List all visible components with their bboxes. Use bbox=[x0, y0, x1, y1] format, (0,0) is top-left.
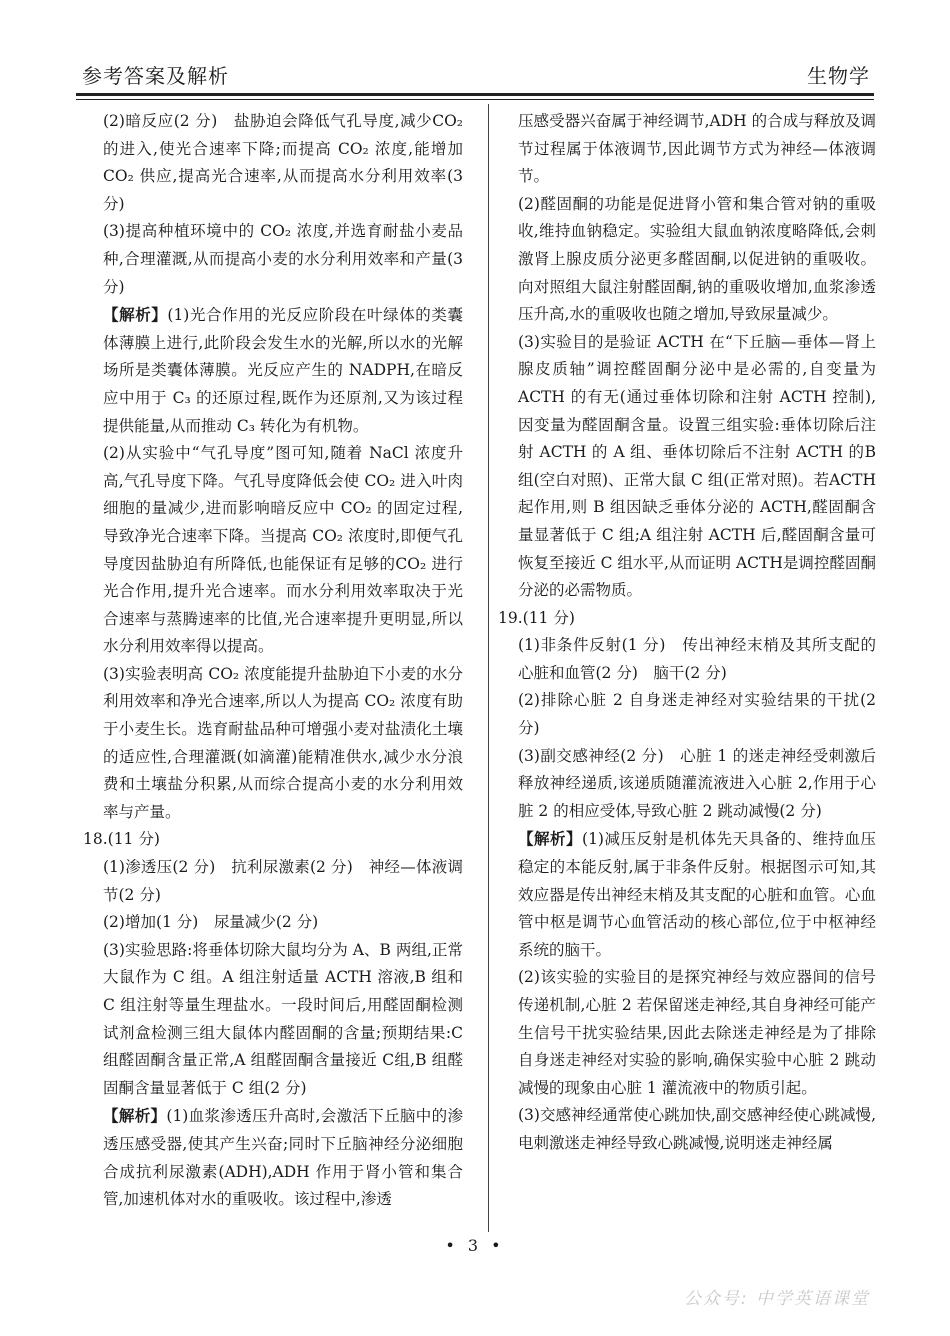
paragraph bbox=[498, 743, 876, 826]
paragraph bbox=[83, 909, 463, 937]
paragraph-text: (3)交感神经通常使心跳加快,副交感神经使心跳减慢,电刺激迷走神经导致心跳减慢,说明迷走神经属 bbox=[518, 1106, 876, 1152]
paragraph-text: (3)实验表明高 CO₂ 浓度能提升盐胁迫下小麦的水分利用效率和净光合速率,所以人为提高 CO₂ 浓度有助于小麦生长。选育耐盐品种可增强小麦对盐渍化土壤的适应性,合理灌溉(如滴灌)能精准供水,减少水分浪费和土壤盐分积累,从而综合提高小麦的水分利用效率与产量。 bbox=[103, 664, 463, 821]
paragraph bbox=[83, 301, 463, 440]
paragraph bbox=[498, 687, 876, 742]
paragraph-text: (2)排除心脏 2 自身迷走神经对实验结果的干扰(2 分) bbox=[518, 691, 876, 738]
paragraph bbox=[498, 825, 876, 964]
paragraph-text: (2)增加(1 分) 尿量减少(2 分) bbox=[103, 913, 319, 932]
paragraph-text: (1)光合作用的光反应阶段在叶绿体的类囊体薄膜上进行,此阶段会发生水的光解,所以水的光解场所是类囊体薄膜。光反应产生的 NADPH,在暗反应中用于 C₃ 的还原过程,既作为还原剂,又为该过程提供能量,从而推动 C₃ 转化为有机物。 bbox=[103, 306, 463, 435]
analysis-tag: 【解析】 bbox=[103, 1106, 167, 1126]
header-rule-thick bbox=[76, 93, 874, 96]
paragraph-text: 19.(11 分) bbox=[498, 608, 575, 627]
analysis-tag: 【解析】 bbox=[103, 305, 168, 325]
watermark: 公众号: 中学英语课堂 bbox=[683, 1289, 870, 1309]
right-column bbox=[498, 108, 876, 1158]
paragraph-text: (3)实验目的是验证 ACTH 在“下丘脑—垂体—肾上腺皮质轴”调控醛固酮分泌中是必需的,自变量为ACTH 的有无(通过垂体切除和注射 ACTH 控制),因变量为醛固酮含量。设置三组实验:垂体切除后注射 ACTH 的 A 组、垂体切除后不注射 ACTH 的B 组(空白对照)、正常大鼠 C 组(正常对照)。若ACTH 起作用,则 B 组因缺乏垂体分泌的 ACTH,醛固酮含量显著低于 C 组;A 组注射 ACTH 后,醛固酮含量可恢复至接近 C 组水平,从而证明 ACTH是调控醛固酮分泌的必需物质。 bbox=[518, 332, 876, 600]
paragraph-text: 压感受器兴奋属于神经调节,ADH 的合成与释放及调节过程属于体液调节,因此调节方式为神经—体液调节。 bbox=[518, 112, 876, 186]
page-number: • 3 • bbox=[445, 1236, 505, 1255]
paragraph bbox=[498, 329, 876, 605]
header-subject: 生物学 bbox=[807, 64, 870, 88]
paragraph bbox=[498, 964, 876, 1102]
paragraph bbox=[498, 1102, 876, 1157]
paragraph-text: (2)醛固酮的功能是促进肾小管和集合管对钠的重吸收,维持血钠稳定。实验组大鼠血钠浓度略降低,会刺激肾上腺皮质分泌更多醛固酮,以促进钠的重吸收。向对照组大鼠注射醛固酮,钠的重吸收增加,血浆渗透压升高,水的重吸收也随之增加,导致尿量减少。 bbox=[518, 194, 876, 324]
paragraph-text: 18.(11 分) bbox=[83, 830, 160, 849]
paragraph bbox=[83, 826, 463, 854]
analysis-tag: 【解析】 bbox=[518, 829, 583, 849]
left-column bbox=[83, 108, 463, 1214]
paragraph bbox=[83, 1102, 463, 1213]
paragraph-text: (2)暗反应(2 分) 盐胁迫会降低气孔导度,减少CO₂ 的进入,使光合速率下降;而提高 CO₂ 浓度,能增加 CO₂ 供应,提高光合速率,从而提高水分利用效率(3 分) bbox=[103, 112, 463, 213]
paragraph-text: (2)该实验的实验目的是探究神经与效应器间的信号传递机制,心脏 2 若保留迷走神经,其自身神经可能产生信号干扰实验结果,因此去除迷走神经是为了排除自身迷走神经对实验的影响,确保实验中心脏 2 跳动减慢的现象由心脏 1 灌流液中的物质引起。 bbox=[518, 968, 876, 1097]
header-left-title: 参考答案及解析 bbox=[82, 64, 229, 88]
paragraph bbox=[498, 191, 876, 329]
paragraph-text: (2)从实验中“气孔导度”图可知,随着 NaCl 浓度升高,气孔导度下降。气孔导度降低会使 CO₂ 进入叶肉细胞的量减少,进而影响暗反应中 CO₂ 的固定过程,导致净光合速率下降。当提高 CO₂ 浓度时,即便气孔导度因盐胁迫有所降低,也能保证有足够的CO₂ 进行光合作用,提升光合速率。而水分利用效率取决于光合速率与蒸腾速率的比值,光合速率提升更明显,所以水分利用效率得以提高。 bbox=[103, 444, 463, 656]
paragraph bbox=[83, 108, 463, 218]
paragraph-text: (1)血浆渗透压升高时,会激活下丘脑中的渗透压感受器,使其产生兴奋;同时下丘脑神经分泌细胞合成抗利尿激素(ADH),ADH 作用于肾小管和集合管,加速机体对水的重吸收。该过程中,渗透 bbox=[103, 1107, 463, 1209]
paragraph bbox=[83, 218, 463, 301]
paragraph bbox=[83, 440, 463, 661]
paragraph-text: (3)实验思路:将垂体切除大鼠均分为 A、B 两组,正常大鼠作为 C 组。A 组注射适量 ACTH 溶液,B 组和 C 组注射等量生理盐水。一段时间后,用醛固酮检测试剂盒检测三组大鼠体内醛固酮的含量;预期结果:C 组醛固酮含量正常,A 组醛固酮含量接近 C组,B 组醛固酮含量显著低于 C 组(2 分) bbox=[103, 940, 463, 1097]
page-header bbox=[76, 56, 874, 92]
paragraph bbox=[83, 661, 463, 827]
paragraph-text: (1)渗透压(2 分) 抗利尿激素(2 分) 神经—体液调节(2 分) bbox=[103, 858, 463, 904]
paragraph bbox=[498, 632, 876, 687]
column-divider bbox=[488, 104, 489, 1232]
paragraph-text: (1)非条件反射(1 分) 传出神经末梢及其所支配的心脏和血管(2 分) 脑干(2 分) bbox=[518, 636, 876, 682]
paragraph-text: (1)减压反射是机体先天具备的、维持血压稳定的本能反射,属于非条件反射。根据图示可知,其效应器是传出神经末梢及其支配的心脏和血管。心血管中枢是调节心血管活动的核心部位,位于中枢神经系统的脑干。 bbox=[518, 830, 876, 959]
paragraph-text: (3)副交感神经(2 分) 心脏 1 的迷走神经受刺激后释放神经递质,该递质随灌流液进入心脏 2,作用于心脏 2 的相应受体,导致心脏 2 跳动减慢(2 分) bbox=[518, 746, 876, 820]
paragraph bbox=[83, 854, 463, 909]
paragraph bbox=[498, 108, 876, 191]
paragraph-text: (3)提高种植环境中的 CO₂ 浓度,并选育耐盐小麦品种,合理灌溉,从而提高小麦的水分利用效率和产量(3 分) bbox=[103, 222, 463, 296]
paragraph bbox=[498, 605, 876, 633]
header-rule-thin bbox=[76, 99, 874, 100]
paragraph bbox=[83, 937, 463, 1103]
